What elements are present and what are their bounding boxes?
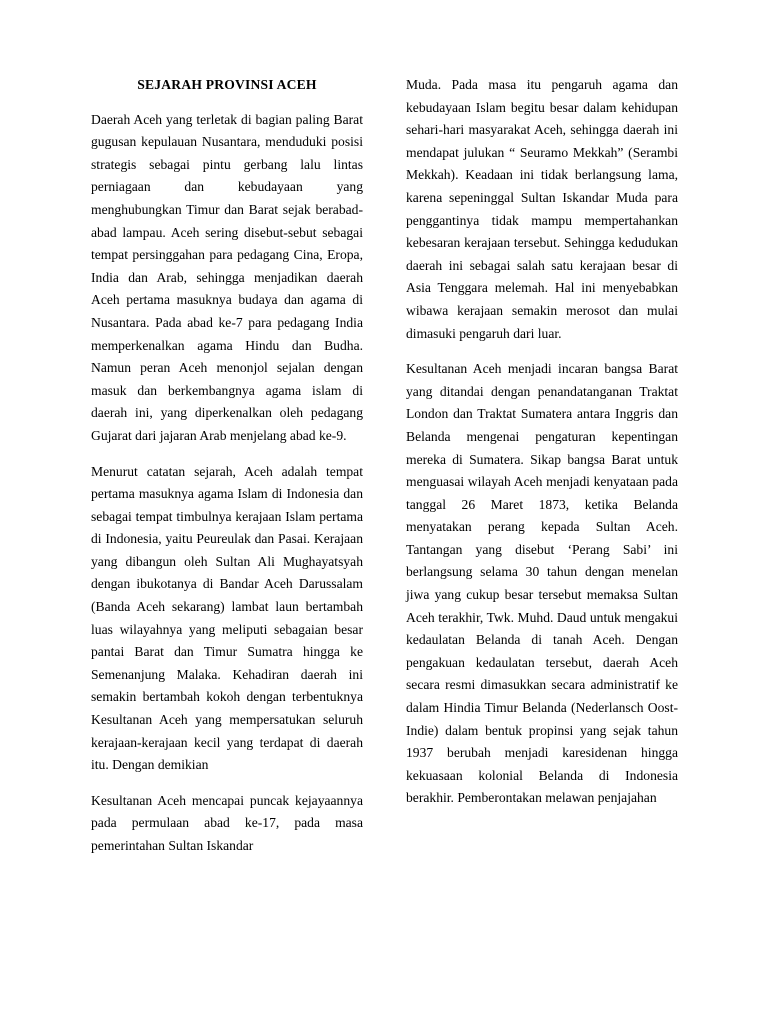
paragraph-iskandar-muda: Muda. Pada masa itu pengaruh agama dan kebudayaan Islam begitu besar dalam kehidupan sehari-hari masyarakat Aceh, sehingga daerah ini mendapat julukan “ Seuramo Mekkah” (Serambi Mekkah). Keadaan ini tidak berlangsung lama, karena sepeninggal Sultan Iskandar Muda para penggantinya tidak mampu mempertahankan kebesaran kerajaan tersebut. Sehingga kedudukan daerah ini sebagai salah satu kerajaan besar di Asia Tenggara melemah. Hal ini menyebabkan wibawa kerajaan semakin merosot dan mulai dimasuki pengaruh dari luar.: [406, 77, 678, 341]
paragraph-history: Menurut catatan sejarah, Aceh adalah tempat pertama masuknya agama Islam di Indonesia dan sebagai tempat timbulnya kerajaan Islam pertama di Indonesia, yaitu Peureulak dan Pasai. Kerajaan yang dibangun oleh Sultan Ali Mughayatsyah dengan ibukotanya di Bandar Aceh Darussalam (Banda Aceh sekarang) lambat laun bertambah luas wilayahnya yang meliputi sebagaian besar pantai Barat dan Timur Sumatra hingga ke Semenanjung Malaka. Kehadiran daerah ini semakin bertambah kokoh dengan terbentuknya Kesultanan Aceh yang mempersatukan seluruh kerajaan-kerajaan kecil yang terdapat di daerah itu. Dengan demikian: [91, 463, 363, 773]
paragraph-peak: Kesultanan Aceh mencapai puncak kejayaannya pada permulaan abad ke-17, pada masa pemerintahan Sultan Iskandar: [91, 792, 363, 853]
left-column: [91, 74, 363, 871]
paragraph-intro: Daerah Aceh yang terletak di bagian paling Barat gugusan kepulauan Nusantara, menduduki posisi strategis sebagai pintu gerbang lalu lintas perniagaan dan kebudayaan yang menghubungkan Timur dan Barat sejak berabad-abad lampau. Aceh sering disebut-sebut sebagai tempat persinggahan para pedagang Cina, Eropa, India dan Arab, sehingga menjadikan daerah Aceh pertama masuknya budaya dan agama di Nusantara. Pada abad ke-7 para pedagang India memperkenalkan agama Hindu dan Budha. Namun peran Aceh menonjol sejalan dengan masuk dan berkembangnya agama islam di daerah ini, yang diperkenalkan oleh pedagang Gujarat dari jajaran Arab menjelang abad ke-9.: [91, 111, 363, 443]
paragraph-colonial: Kesultanan Aceh menjadi incaran bangsa Barat yang ditandai dengan penandatanganan Traktat London dan Traktat Sumatera antara Inggris dan Belanda mengenai pengaturan kepentingan mereka di Sumatera. Sikap bangsa Barat untuk menguasai wilayah Aceh menjadi kenyataan pada tanggal 26 Maret 1873, ketika Belanda menyatakan perang kepada Sultan Aceh. Tantangan yang disebut ‘Perang Sabi’ ini berlangsung selama 30 tahun dengan menelan jiwa yang cukup besar tersebut memaksa Sultan Aceh terakhir, Twk. Muhd. Daud untuk mengakui kedaulatan Belanda di tanah Aceh. Dengan pengakuan kedaulatan tersebut, daerah Aceh secara resmi dimasukkan secara administratif ke dalam Hindia Timur Belanda (Nederlansch Oost-Indie) dalam bentuk propinsi yang sejak tahun 1937 berubah menjadi karesidenan hingga kekuasaan kolonial Belanda di Indonesia berakhir. Pemberontakan melawan penjajahan: [406, 361, 678, 806]
right-column: [406, 74, 678, 823]
document-title: SEJARAH PROVINSI ACEH: [137, 77, 317, 92]
